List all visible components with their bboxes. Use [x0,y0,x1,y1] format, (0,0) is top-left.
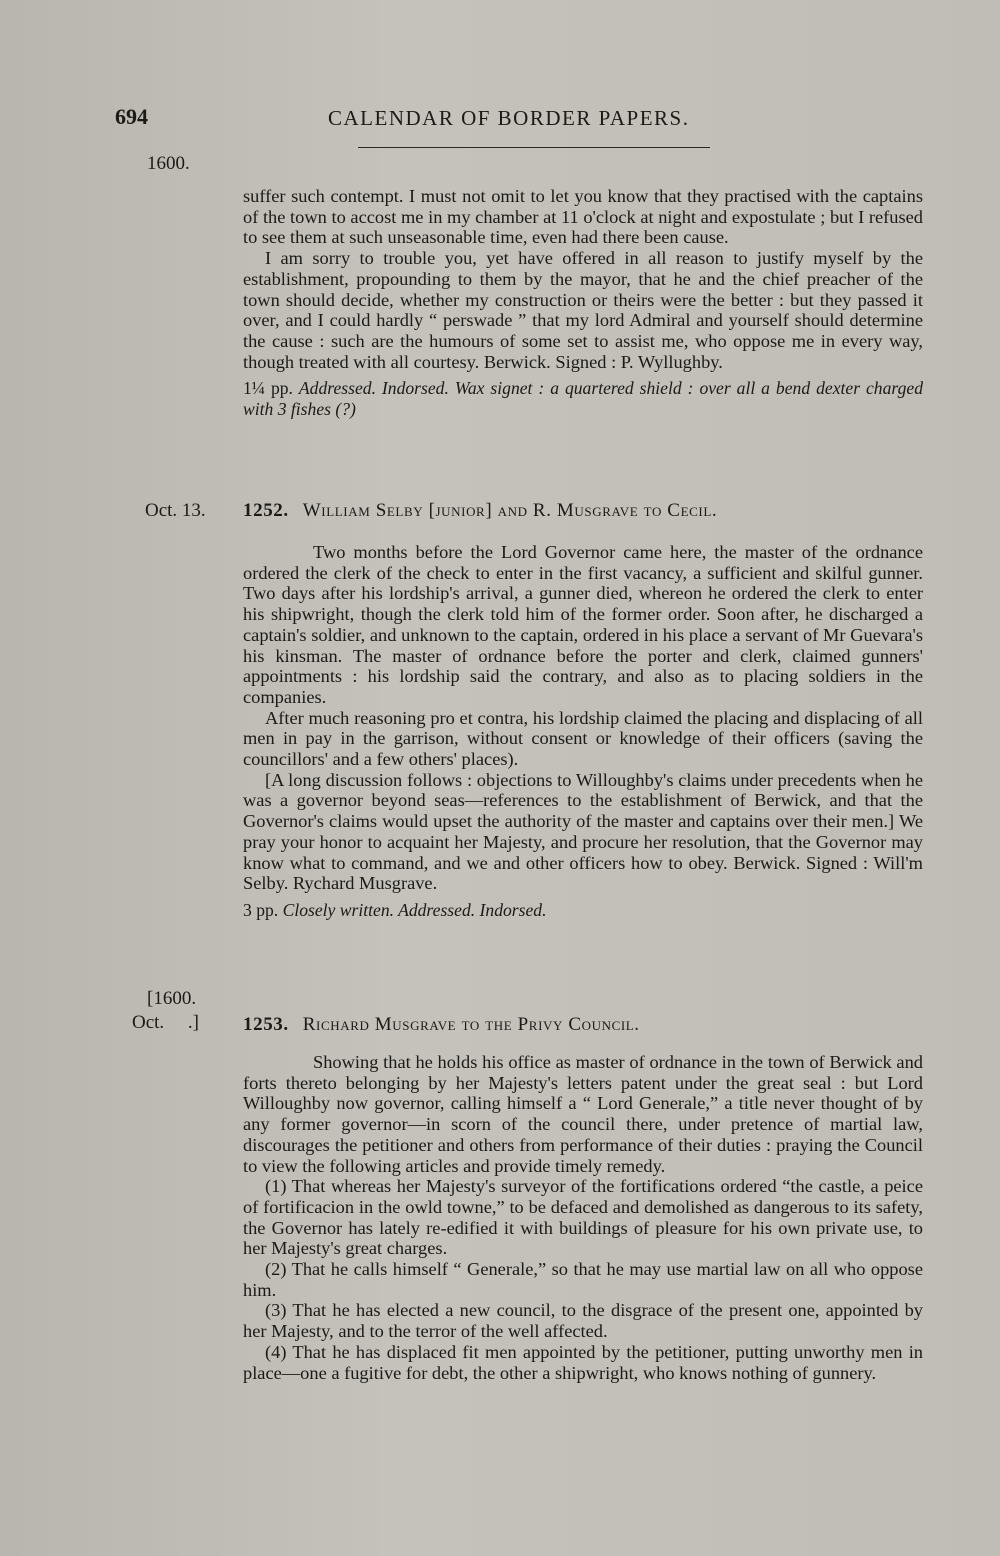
paragraph: [A long discussion follows : objections to Willoughby's claims under precedents when he was a governor beyond seas—references to the establishment of Berwick, and that the Governor's claims would upset the authority of the master and captains over their men.] We pray your honor to acquaint her Majesty, and procure her resolution, that the Governor may know what to command, and we and other officers how to obey. Berwick. Signed : Will'm Selby. Rychard Musgrave. [243,769,923,894]
note-pages: 3 pp. [243,899,279,920]
entry-title: William Selby [junior] and R. Musgrave to Cecil. [302,500,718,521]
entry-number: 1252. [243,500,289,521]
entry-1252-body [243,542,923,921]
paragraph: suffer such contempt. I must not omit to let you know that they practised with the captains of the town to accost me in my chamber at 11 o'clock at night and expostulate ; but I refused to see them at such unseasonable time, even had there been cause. [243,186,923,248]
paragraph: Two months before the Lord Governor came here, the master of the ordnance ordered the clerk of the check to enter in the first vacancy, a sufficient and skilful gunner. Two days after his lordship's arrival, a gunner died, whereon he ordered the clerk to enter his shipwright, though the clerk told him of the former order. Soon after, he discharged a captain's soldier, and unknown to the captain, ordered in his place a servant of Mr Guevara's his kinsman. The master of ordnance before the porter and clerk, claimed gunners' appointments : his lordship said the contrary, and also as to placing soldiers in the companies. [243,542,923,707]
paragraph: Showing that he holds his office as master of ordnance in the town of Berwick and forts thereto belonging by her Majesty's letters patent under the great seal : but Lord Willoughby now governor, calling himself a “ Lord Generale,” a title never thought of by any former governor—in scorn of the council there, under pretence of martial law, discourages the petitioner and others from performance of their duties : praying the Council to view the following articles and provide timely remedy. [243,1052,923,1176]
entry-date-line2: Oct. .] [132,1012,200,1033]
paragraph: (1) That whereas her Majesty's surveyor of the fortifications ordered “the castle, a peice of fortificacion in the owld towne,” to be defaced and demolished as dangerous to its safety, the Governor has lately re-edified it with buildings of pleasure for his own private use, to her Majesty's great charges. [243,1176,923,1259]
header-rule [358,147,710,148]
note-description: Addressed. Indorsed. Wax signet : a quartered shield : over all a bend dexter charged with 3 fishes (?) [243,378,924,420]
entry-number: 1253. [243,1014,289,1035]
entry-heading [243,500,717,522]
entry-heading [243,1014,640,1036]
paragraph: (3) That he has elected a new council, to the disgrace of the present one, appointed by her Majesty, and to the terror of the well affected. [243,1300,923,1342]
paragraph: (2) That he calls himself “ Generale,” so that he may use martial law on all who oppose him. [243,1259,923,1300]
note-pages: 1¼ pp. [243,378,293,399]
page-number: 694 [115,104,148,129]
entry-date-line1: [1600. [147,988,197,1009]
paragraph: After much reasoning pro et contra, his lordship claimed the placing and displacing of all men in pay in the garrison, without consent or knowledge of their officers (saving the councillors' and a few others' places). [243,707,923,770]
margin-year: 1600. [147,153,190,174]
paragraph: (4) That he has displaced fit men appointed by the petitioner, putting unworthy men in place—one a fugitive for debt, the other a shipwright, who knows nothing of gunnery. [243,1341,923,1383]
running-title: CALENDAR OF BORDER PAPERS. [328,106,690,130]
paragraph: I am sorry to trouble you, yet have offered in all reason to justify myself by the establishment, propounding to them by the mayor, that he and the chief preacher of the town should decide, whether my construction or theirs were the better : but they passed it over, and I could hardly “ perswade ” that my lord Admiral and yourself should determine the cause : such are the humours of some set to assist me, who oppose me in every way, though treated with all courtesy. Berwick. Signed : P. Wyllughby. [243,248,923,372]
entry-1253-body [243,1052,923,1383]
document-note [243,900,923,921]
document-note [243,378,923,419]
note-description: Closely written. Addressed. Indorsed. [282,899,547,920]
continued-letter [243,186,923,420]
page-header [0,104,1000,144]
entry-date: Oct. 13. [145,500,206,521]
entry-title: Richard Musgrave to the Privy Council. [302,1014,640,1035]
